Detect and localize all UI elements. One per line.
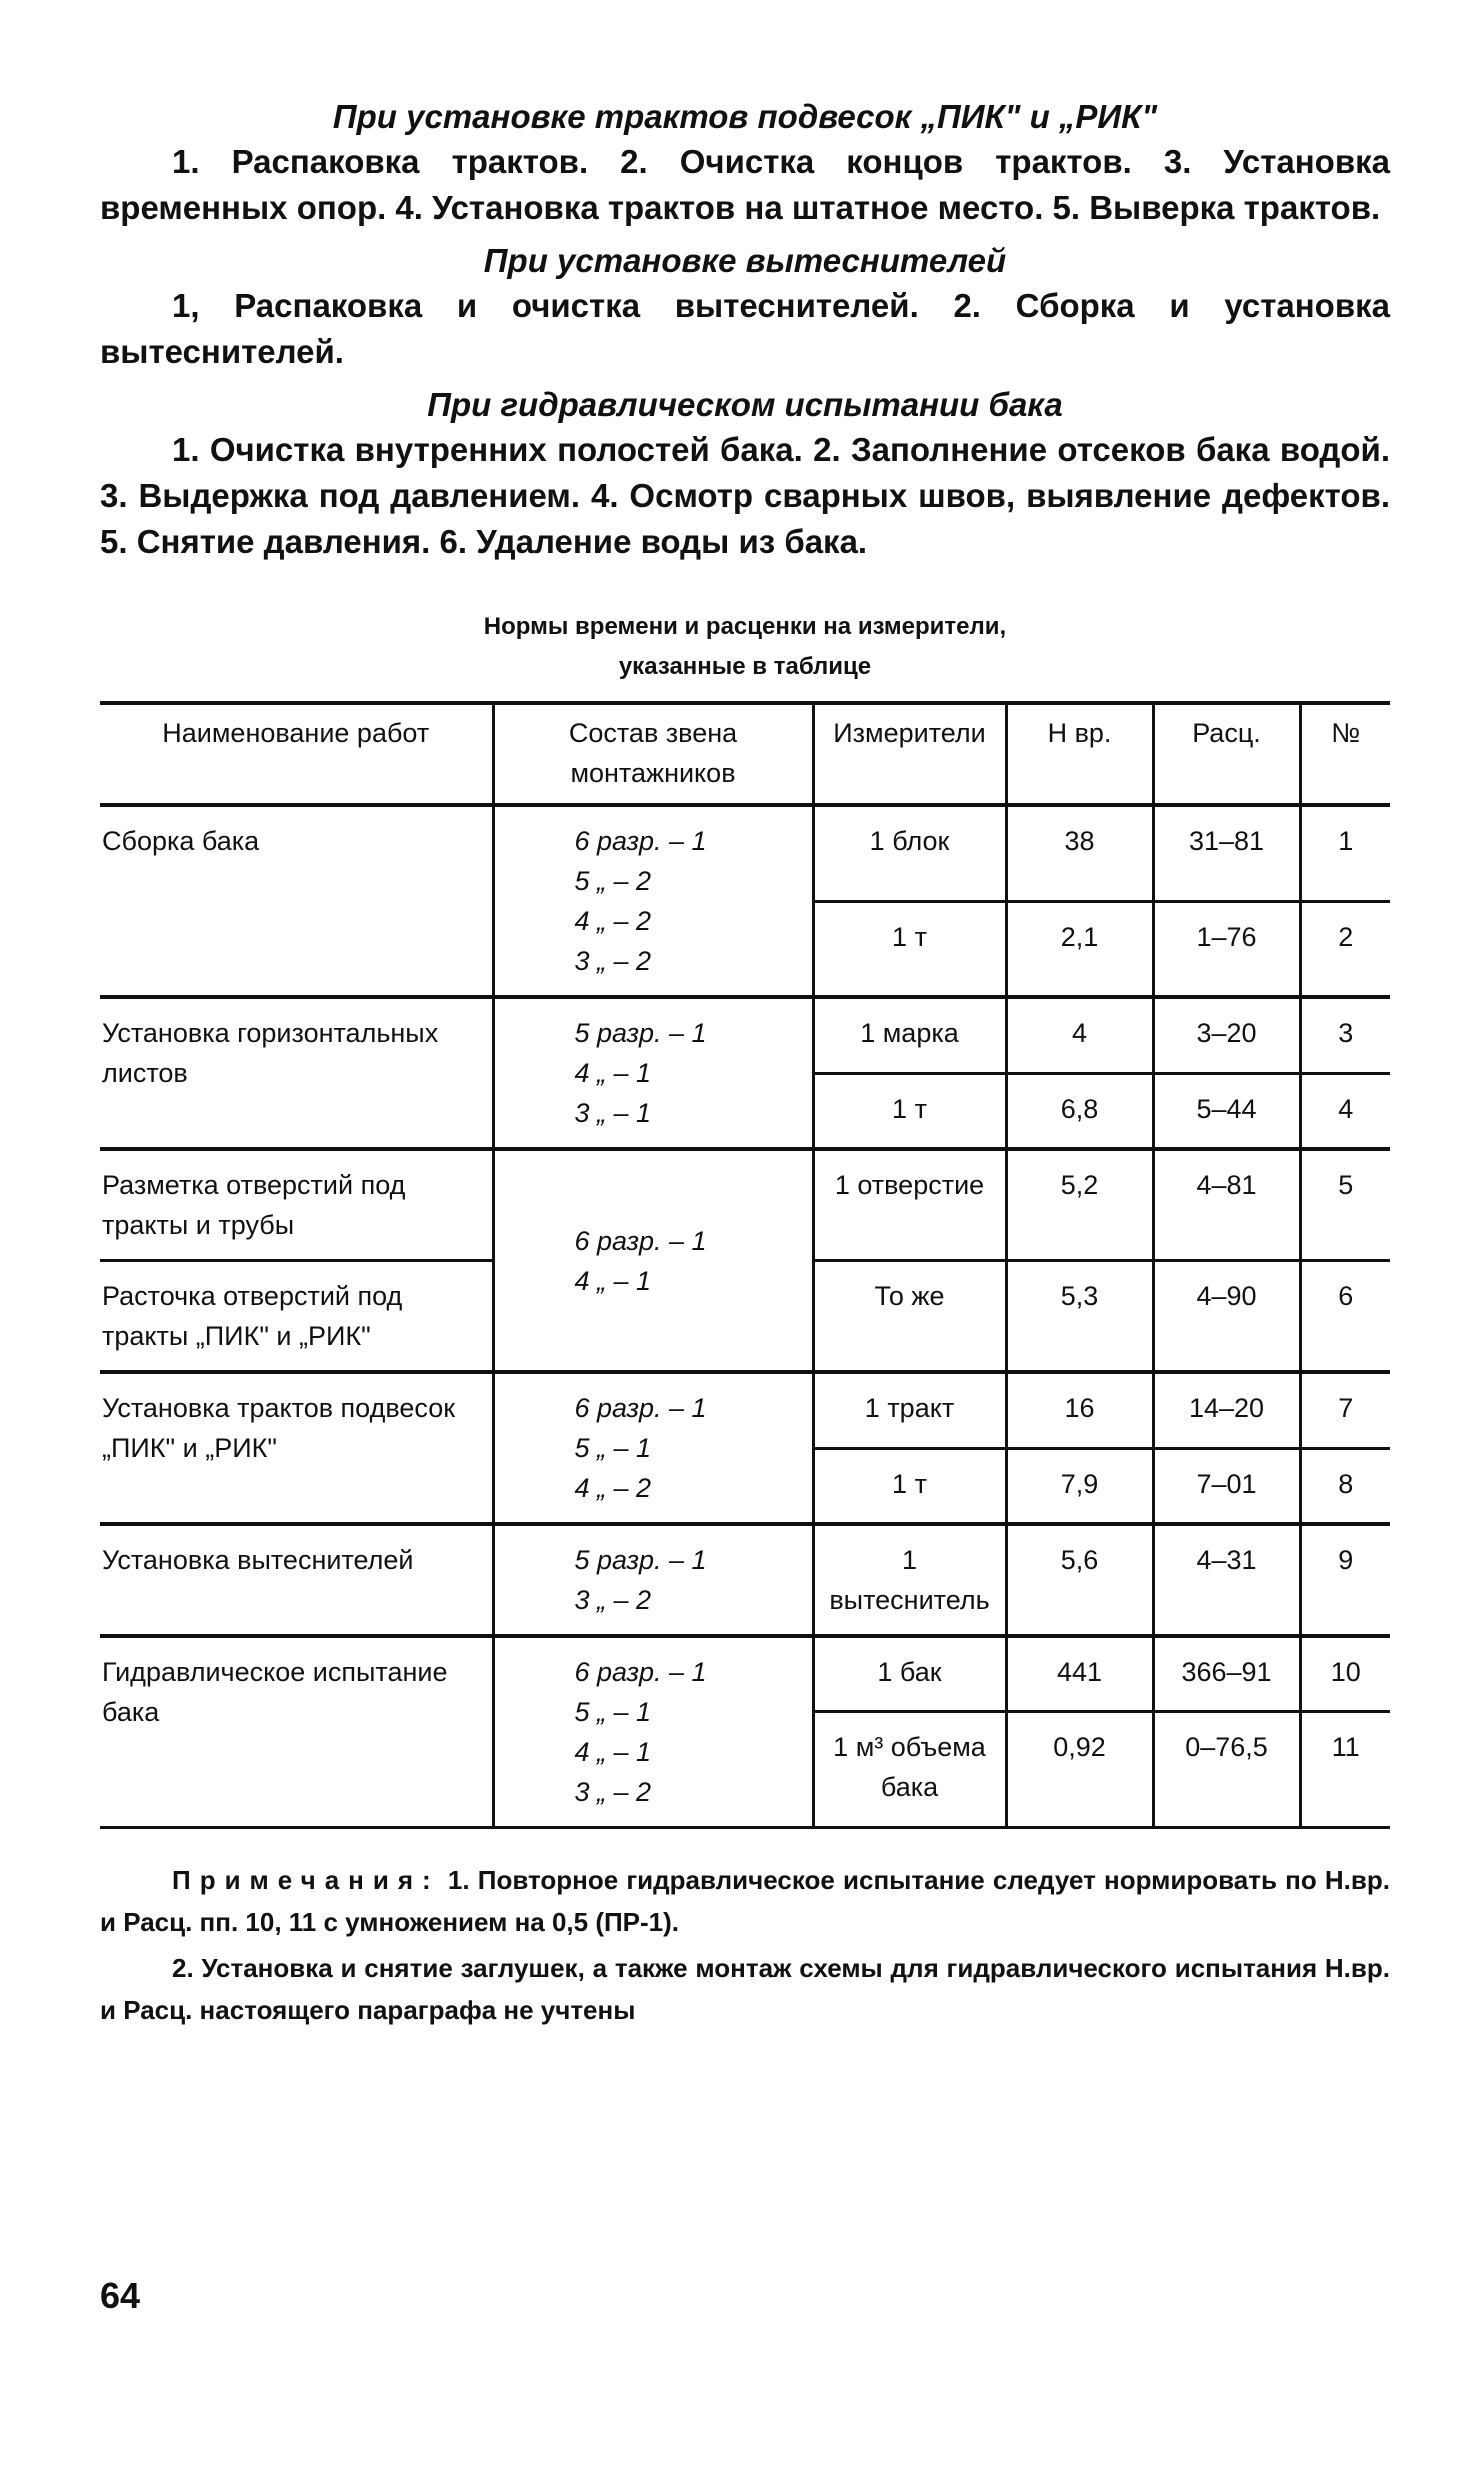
crew-line: 4 „ – 1 bbox=[574, 1737, 652, 1767]
rate-cell: 1–76 bbox=[1153, 901, 1300, 997]
header-crew: Состав звена монтажников bbox=[493, 703, 813, 805]
number-cell: 6 bbox=[1300, 1261, 1390, 1373]
time-norm-cell: 38 bbox=[1006, 805, 1153, 901]
unit-cell: 1 м³ объема бака bbox=[813, 1711, 1006, 1827]
note-item bbox=[100, 1859, 1390, 1943]
norms-table bbox=[100, 701, 1390, 1829]
note-text: 1. Повторное гидравлическое испытание следует нормировать по Н.вр. и Расц. пп. 10, 11 с умножением на 0,5 (ПР-1). bbox=[100, 1865, 1390, 1937]
crew-cell bbox=[493, 805, 813, 997]
crew-line: 3 „ – 2 bbox=[574, 1585, 652, 1615]
work-name: Сборка бака bbox=[100, 805, 493, 997]
unit-cell: 1 марка bbox=[813, 997, 1006, 1073]
table-group bbox=[100, 1636, 1390, 1828]
crew-line: 3 „ – 2 bbox=[574, 946, 652, 976]
unit-cell: 1 блок bbox=[813, 805, 1006, 901]
time-norm-cell: 7,9 bbox=[1006, 1448, 1153, 1524]
crew-line: 4 „ – 2 bbox=[574, 1473, 652, 1503]
notes-label: Примечания: bbox=[172, 1865, 440, 1895]
rate-cell: 4–31 bbox=[1153, 1524, 1300, 1636]
number-cell: 4 bbox=[1300, 1073, 1390, 1149]
crew-cell bbox=[493, 1372, 813, 1524]
table-caption-line: Нормы времени и расценки на измерители, bbox=[483, 613, 1007, 640]
number-cell: 10 bbox=[1300, 1636, 1390, 1711]
work-name: Разметка отверстий под тракты и трубы bbox=[100, 1149, 493, 1261]
time-norm-cell: 6,8 bbox=[1006, 1073, 1153, 1149]
section-text: 1. Распаковка трактов. 2. Очистка концов трактов. 3. Установка временных опор. 4. Установка трактов на штатное место. 5. Выверка трактов. bbox=[100, 143, 1390, 226]
number-cell: 2 bbox=[1300, 901, 1390, 997]
crew-line: 3 „ – 1 bbox=[574, 1098, 652, 1128]
unit-cell: 1 т bbox=[813, 1073, 1006, 1149]
unit-cell: 1 т bbox=[813, 1448, 1006, 1524]
work-name: Установка горизонтальных листов bbox=[100, 997, 493, 1149]
section-title: При установке трактов подвесок „ПИК" и „РИК" bbox=[332, 98, 1158, 135]
crew-line: 5 „ – 1 bbox=[574, 1697, 652, 1727]
work-name: Расточка отверстий под тракты „ПИК" и „РИК" bbox=[100, 1261, 493, 1373]
work-name: Установка вытеснителей bbox=[100, 1524, 493, 1636]
table-group bbox=[100, 997, 1390, 1149]
time-norm-cell: 5,3 bbox=[1006, 1261, 1153, 1373]
page-number: 64 bbox=[100, 2275, 141, 2316]
table-row bbox=[100, 1149, 1390, 1261]
table-header-row bbox=[100, 703, 1390, 805]
header-time-norm: Н вр. bbox=[1006, 703, 1153, 805]
table-row bbox=[100, 997, 1390, 1073]
section-text: 1, Распаковка и очистка вытеснителей. 2. Сборка и установка вытеснителей. bbox=[100, 287, 1390, 370]
header-units: Измерители bbox=[813, 703, 1006, 805]
unit-cell: 1 тракт bbox=[813, 1372, 1006, 1448]
number-cell: 8 bbox=[1300, 1448, 1390, 1524]
number-cell: 11 bbox=[1300, 1711, 1390, 1827]
table-caption bbox=[100, 607, 1390, 687]
section-text: 1. Очистка внутренних полостей бака. 2. Заполнение отсеков бака водой. 3. Выдержка под давлением. 4. Осмотр сварных швов, выявление дефектов. 5. Снятие давления. 6. Удаление воды из бака. bbox=[100, 431, 1390, 560]
rate-cell: 366–91 bbox=[1153, 1636, 1300, 1711]
table-caption-line: указанные в таблице bbox=[618, 653, 872, 680]
crew-cell bbox=[493, 1636, 813, 1828]
table-row bbox=[100, 1372, 1390, 1448]
number-cell: 1 bbox=[1300, 805, 1390, 901]
section-title: При гидравлическом испытании бака bbox=[427, 386, 1063, 423]
header-rate: Расц. bbox=[1153, 703, 1300, 805]
crew-line: 6 разр. – 1 bbox=[574, 1225, 707, 1256]
crew-line: 5 „ – 2 bbox=[574, 866, 652, 896]
rate-cell: 14–20 bbox=[1153, 1372, 1300, 1448]
time-norm-cell: 2,1 bbox=[1006, 901, 1153, 997]
unit-cell: 1 отверстие bbox=[813, 1149, 1006, 1261]
crew-cell bbox=[493, 997, 813, 1149]
rate-cell: 3–20 bbox=[1153, 997, 1300, 1073]
crew-line: 5 разр. – 1 bbox=[574, 1018, 707, 1048]
rate-cell: 5–44 bbox=[1153, 1073, 1300, 1149]
notes bbox=[100, 1859, 1390, 2031]
work-name: Гидравлическое испытание бака bbox=[100, 1636, 493, 1828]
rate-cell: 4–90 bbox=[1153, 1261, 1300, 1373]
rate-cell: 0–76,5 bbox=[1153, 1711, 1300, 1827]
unit-cell: То же bbox=[813, 1261, 1006, 1373]
time-norm-cell: 0,92 bbox=[1006, 1711, 1153, 1827]
crew-line: 6 разр. – 1 bbox=[574, 826, 707, 856]
rate-cell: 7–01 bbox=[1153, 1448, 1300, 1524]
table-row bbox=[100, 1524, 1390, 1636]
crew-line: 6 разр. – 1 bbox=[574, 1393, 707, 1423]
crew-line: 4 „ – 1 bbox=[574, 1058, 652, 1088]
time-norm-cell: 4 bbox=[1006, 997, 1153, 1073]
crew-line: 5 разр. – 1 bbox=[574, 1545, 707, 1575]
crew-line: 6 разр. – 1 bbox=[574, 1657, 707, 1687]
table-row bbox=[100, 805, 1390, 901]
crew-line: 4 „ – 2 bbox=[574, 906, 652, 936]
crew-line: 3 „ – 2 bbox=[574, 1777, 652, 1807]
table-group bbox=[100, 1372, 1390, 1524]
table-group bbox=[100, 1149, 1390, 1372]
rate-cell: 31–81 bbox=[1153, 805, 1300, 901]
section-title: При установке вытеснителей bbox=[483, 242, 1007, 279]
crew-cell bbox=[493, 1524, 813, 1636]
unit-cell: 1 т bbox=[813, 901, 1006, 997]
crew-cell bbox=[493, 1149, 813, 1372]
note-item: 2. Установка и снятие заглушек, а также монтаж схемы для гидравлического испытания Н.вр. и Расц. настоящего параграфа не учтены bbox=[100, 1953, 1390, 2025]
number-cell: 9 bbox=[1300, 1524, 1390, 1636]
table-group bbox=[100, 1524, 1390, 1636]
time-norm-cell: 441 bbox=[1006, 1636, 1153, 1711]
crew-line: 4 „ – 1 bbox=[574, 1265, 652, 1296]
header-number: № bbox=[1300, 703, 1390, 805]
unit-cell: 1 бак bbox=[813, 1636, 1006, 1711]
time-norm-cell: 16 bbox=[1006, 1372, 1153, 1448]
table-group bbox=[100, 805, 1390, 997]
table-row bbox=[100, 1636, 1390, 1711]
unit-cell: 1 вытеснитель bbox=[813, 1524, 1006, 1636]
crew-line: 5 „ – 1 bbox=[574, 1433, 652, 1463]
document-page bbox=[100, 95, 1390, 2035]
time-norm-cell: 5,2 bbox=[1006, 1149, 1153, 1261]
header-work-name: Наименование работ bbox=[100, 703, 493, 805]
rate-cell: 4–81 bbox=[1153, 1149, 1300, 1261]
number-cell: 3 bbox=[1300, 997, 1390, 1073]
number-cell: 5 bbox=[1300, 1149, 1390, 1261]
time-norm-cell: 5,6 bbox=[1006, 1524, 1153, 1636]
number-cell: 7 bbox=[1300, 1372, 1390, 1448]
work-name: Установка трактов подвесок „ПИК" и „РИК" bbox=[100, 1372, 493, 1524]
